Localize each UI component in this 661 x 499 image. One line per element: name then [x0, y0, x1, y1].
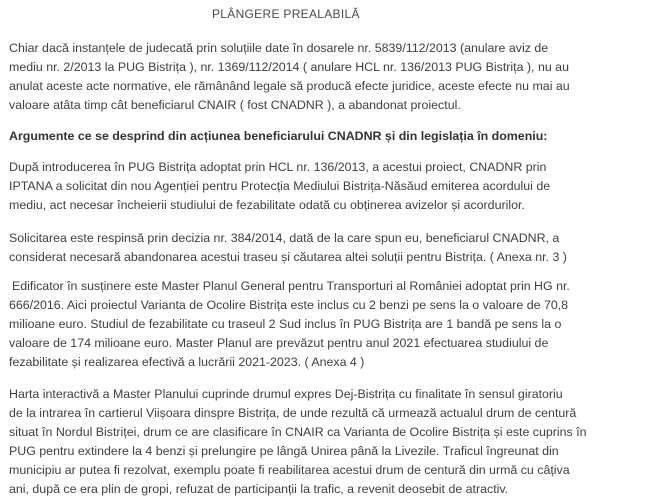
section-heading: Argumente ce se desprind din acțiunea beneficiarului CNADNR și din legislația în domeniu: — [9, 129, 548, 143]
paragraph-line: valoare atâta timp cât beneficiarul CNAIR ( fost CNADNR ), a abandonat proiectul. — [9, 98, 461, 112]
paragraph-line: municipiu ar putea fi rezolvat, exemplu poate fi reabilitarea acestui drum de centură din urmă cu câțiva — [9, 463, 570, 477]
paragraph-line: milioane euro. Studiul de fezabilitate cu traseul 2 Sud inclus în PUG Bistrița are 1 bandă pe sens la o — [9, 317, 562, 331]
paragraph-line: situat în Nordul Bistriței, drum ce are clasificare în CNAIR ca Varianta de Ocolire Bistrița și este cuprins în — [9, 425, 587, 439]
paragraph-line: ani, după ce era plin de gropi, refuzat de participanții la trafic, a revenit deosebit de atractiv. — [9, 482, 509, 496]
paragraph-line: mediu, act necesar încheierii studiului de fezabilitate odată cu obținerea avizelor și acordurilor. — [9, 198, 525, 212]
paragraph-line: După introducerea în PUG Bistrița adoptat prin HCL nr. 136/2013, a acestui proiect, CNADNR prin — [9, 160, 547, 174]
paragraph-line: Edificator în susținere este Master Planul General pentru Transporturi al României adoptat prin HG nr. — [12, 279, 570, 293]
paragraph-interactive-map — [9, 385, 654, 499]
paragraph-line: fezabilitate și realizarea efectivă a lucrării 2021-2023. ( Anexa 4 ) — [9, 355, 365, 369]
paragraph-line: considerat necesară abandonarea acestui traseu și căutarea altei soluții pentru Bistrița. ( Anexa nr. 3 ) — [9, 250, 567, 264]
paragraph-line: de la intrarea în cartierul Viișoara dinspre Bistrița, de unde rezultă că urmează actualul drum de centură — [9, 406, 577, 420]
paragraph-line: 666/2016. Aici proiectul Varianta de Ocolire Bistrița este inclus cu 2 benzi pe sens la o valoare de 70,8 — [9, 298, 569, 312]
paragraph-court-rulings — [9, 39, 654, 115]
paragraph-line: mediu nr. 2/2013 la PUG Bistrița ), nr. 1369/112/2014 ( anulare HCL nr. 136/2013 PUG Bistrița ), nu au — [9, 60, 569, 74]
paragraph-line: IPTANA a solicitat din nou Agenției pentru Protecția Mediului Bistrița-Năsăud emiterea acordului de — [9, 179, 551, 193]
paragraph-master-plan — [9, 277, 654, 372]
paragraph-line: Solicitarea este respinsă prin decizia nr. 384/2014, dată de la care spun eu, beneficiarul CNADNR, a — [9, 231, 560, 245]
document-title: PLÂNGERE PREALABILĂ — [212, 7, 360, 21]
paragraph-line: anulat aceste acte normative, ele rămânând legale să producă efecte juridice, aceste efecte nu mai au — [9, 79, 570, 93]
paragraph-line: Harta interactivă a Master Planului cuprinde drumul expres Dej-Bistrița cu finalitate în sensul giratoriu — [9, 387, 563, 401]
paragraph-line: valoare de 174 milioane euro. Master Planul are prevăzut pentru anul 2021 efectuarea studiului de — [9, 336, 549, 350]
paragraph-environmental-request — [9, 158, 654, 215]
paragraph-line: Chiar dacă instanțele de judecată prin soluțiile date în dosarele nr. 5839/112/2013 (anulare aviz de — [9, 41, 549, 55]
paragraph-request-rejected — [9, 229, 654, 267]
paragraph-line: PUG pentru extindere la 4 benzi și prelungire pe lângă Unirea până la Livezile. Traficul îngreunat din — [9, 444, 559, 458]
